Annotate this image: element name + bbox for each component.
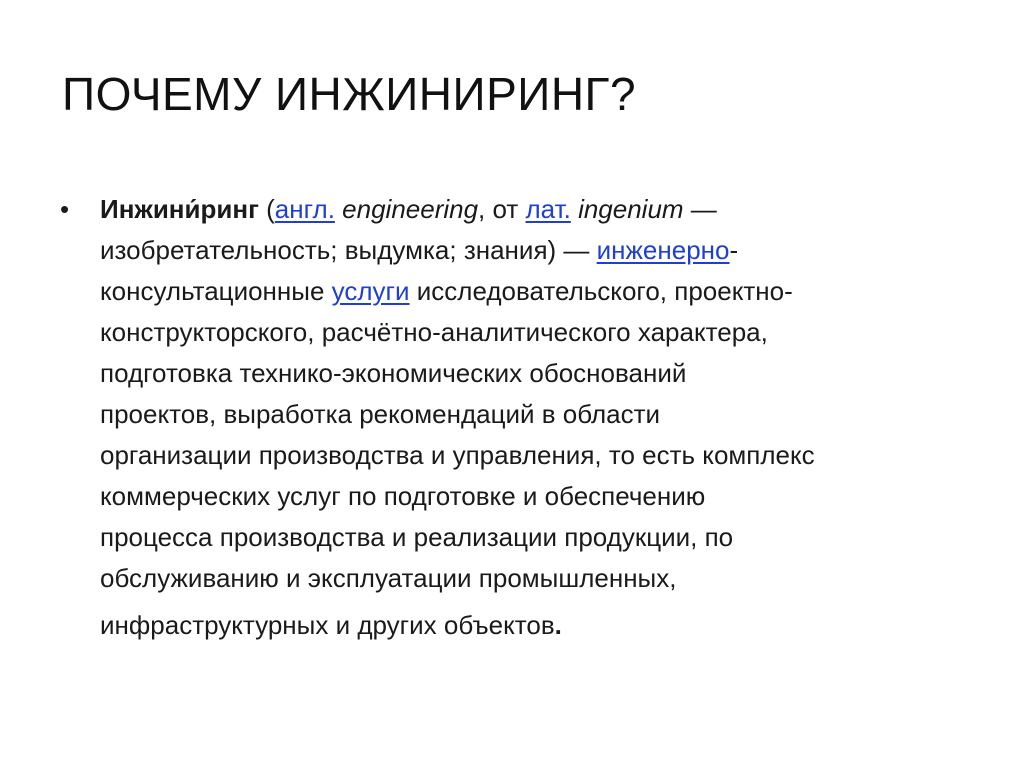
line-11-text: инфраструктурных и других объектов [100,610,555,640]
paragraph-line-6: проектов, выработка рекомендаций в области [100,399,661,429]
term-heading: Инжини́ринг [100,194,259,224]
line-3-text-a: консультационные [100,276,332,306]
bullet-icon: • [60,194,70,224]
bullet-paragraph [100,189,980,646]
engineering-word: engineering [342,194,479,224]
paragraph-line-9: процесса производства и реализации продукции, по [100,522,734,552]
hyphen-text: - [729,235,739,265]
from-text: , от [478,194,526,224]
link-lat[interactable]: лат. [525,194,571,224]
paragraph-line-2 [100,230,980,271]
space-text [571,194,578,224]
line-2-text: изобретательность; выдумка; знания) — [100,235,597,265]
paragraph-line-5: подготовка технико-экономических обоснований [100,358,687,388]
link-inzhenerno[interactable]: инженерно [596,235,730,265]
ingenium-word: ingenium [578,194,684,224]
slide-title: ПОЧЕМУ ИНЖИНИРИНГ? [62,68,637,120]
paragraph-line-10: обслуживанию и эксплуатации промышленных, [100,563,677,593]
link-uslugi[interactable]: услуги [331,276,410,306]
paragraph-line-3 [100,271,980,312]
paragraph-line-7: организации производства и управления, то есть комплекс [100,440,815,470]
paragraph-line-1 [100,189,980,230]
paragraph-line-4: конструкторского, расчётно-аналитического характера, [100,317,768,347]
line-3-text-b: исследовательского, проектно- [409,276,793,306]
dash-text: — [683,194,717,224]
paragraph-line-11 [100,605,980,646]
link-angl[interactable]: англ. [274,194,335,224]
open-paren: ( [258,194,275,224]
final-period: . [554,610,562,640]
paragraph-line-8: коммерческих услуг по подготовке и обеспечению [100,481,706,511]
